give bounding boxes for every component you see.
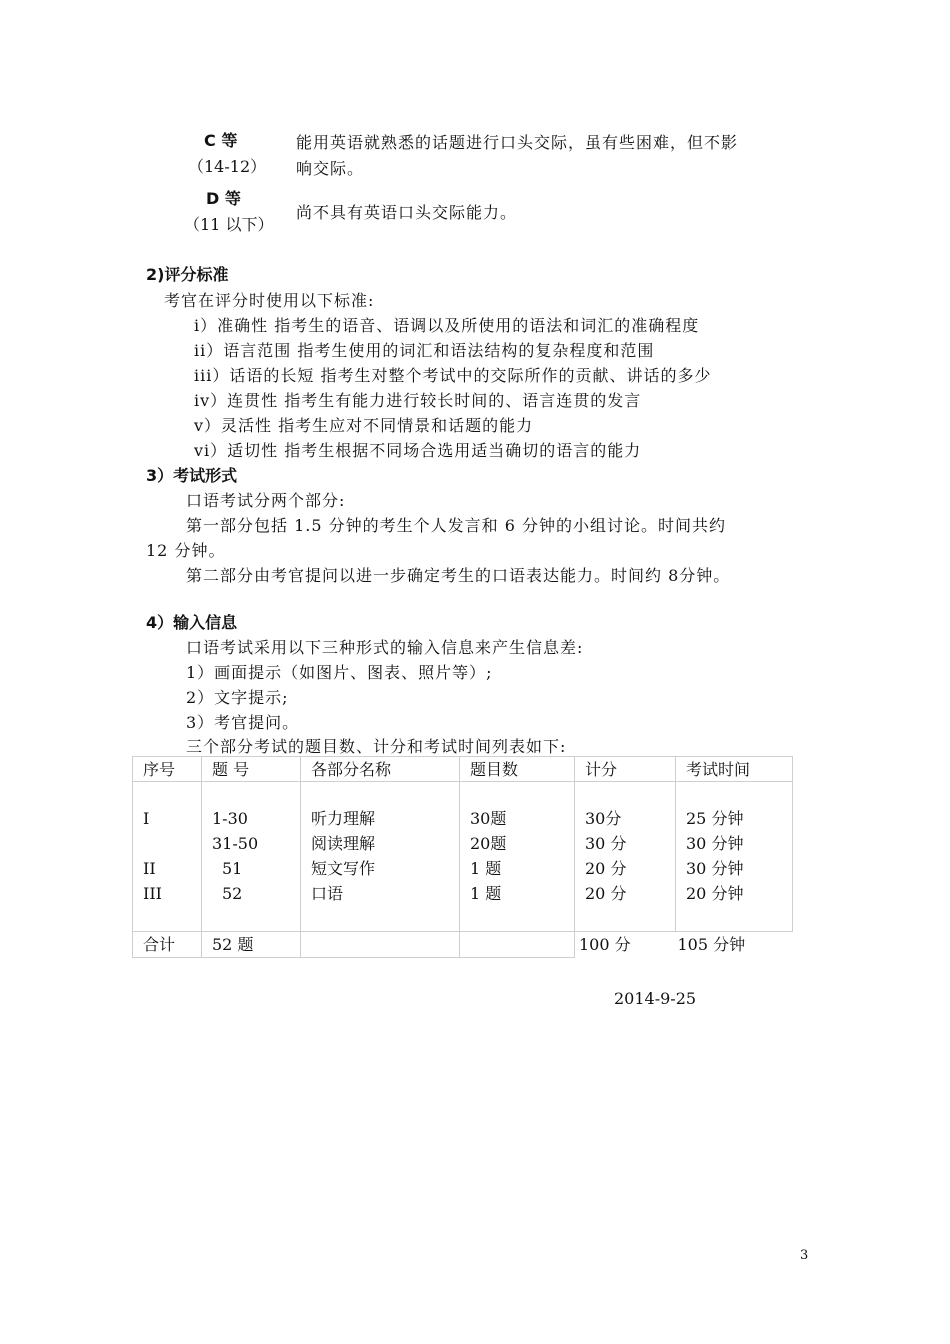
section-3-para1: 口语考试分两个部分:: [186, 491, 346, 510]
header-number: 题 号: [202, 757, 301, 782]
count-value: 20题: [470, 834, 507, 853]
count-value: 1 题: [470, 884, 502, 903]
total-label: 合计: [133, 932, 202, 958]
total-empty: [460, 932, 575, 958]
serial-value: III: [143, 884, 162, 903]
number-value: 31-50: [212, 834, 259, 853]
criterion-item: iii）话语的长短 指考生对整个考试中的交际所作的贡献、讲话的多少: [194, 366, 712, 385]
count-value: 1 题: [470, 859, 502, 878]
input-item: 3）考官提问。: [186, 713, 300, 732]
page-number: 3: [800, 1248, 809, 1263]
name-value: 短文写作: [311, 859, 376, 878]
exam-table: [132, 756, 793, 958]
header-serial: 序号: [133, 757, 202, 782]
header-count: 题目数: [460, 757, 575, 782]
time-value: 20 分钟: [686, 884, 744, 903]
cell-counts: [460, 782, 575, 932]
criterion-item: iv）连贯性 指考生有能力进行较长时间的、语言连贯的发言: [194, 391, 642, 410]
cell-serial: [133, 782, 202, 932]
total-time: 105 分钟: [677, 935, 746, 954]
section-2-title: 2)评分标准: [146, 265, 229, 284]
score-value: 30分: [585, 809, 622, 828]
cell-numbers: [202, 782, 301, 932]
total-count: 52 题: [202, 932, 301, 958]
score-value: 20 分: [585, 884, 627, 903]
number-value: 1-30: [212, 809, 248, 828]
input-item: 2）文字提示;: [186, 688, 289, 707]
criterion-item: v）灵活性 指考生应对不同情景和话题的能力: [194, 416, 534, 435]
time-value: 30 分钟: [686, 834, 744, 853]
section-3-para2-line2: 12 分钟。: [146, 541, 226, 560]
criterion-item: ii）语言范围 指考生使用的词汇和语法结构的复杂程度和范围: [194, 341, 655, 360]
cell-times: [676, 782, 793, 932]
score-value: 30 分: [585, 834, 627, 853]
criterion-item: i）准确性 指考生的语音、语调以及所使用的语法和词汇的准确程度: [194, 316, 700, 335]
input-item: 1）画面提示（如图片、图表、照片等）;: [186, 663, 493, 682]
grade-d-desc: 尚不具有英语口头交际能力。: [296, 203, 518, 222]
section-4-title: 4）输入信息: [146, 613, 238, 632]
section-4-para1: 口语考试采用以下三种形式的输入信息来产生信息差:: [186, 638, 584, 657]
table-row: [133, 782, 793, 932]
header-section-name: 各部分名称: [301, 757, 460, 782]
total-score: 100 分: [579, 935, 631, 954]
time-value: 25 分钟: [686, 809, 744, 828]
number-value: 51: [222, 859, 243, 878]
serial-value: [143, 831, 201, 856]
number-value: 52: [222, 884, 243, 903]
name-value: 口语: [311, 884, 344, 903]
serial-value: II: [143, 859, 156, 878]
cell-scores: [575, 782, 676, 932]
header-time: 考试时间: [676, 757, 793, 782]
grade-c-desc-line1: 能用英语就熟悉的话题进行口头交际，虽有些困难，但不影: [296, 133, 739, 152]
table-total-row: [133, 932, 793, 958]
grade-d-letter: D 等: [206, 189, 241, 208]
time-value: 30 分钟: [686, 859, 744, 878]
serial-value: I: [143, 809, 150, 828]
grade-c-letter: C 等: [204, 131, 238, 150]
grade-c-range: （14-12）: [188, 157, 267, 176]
header-score: 计分: [575, 757, 676, 782]
document-date: 2014-9-25: [614, 989, 697, 1008]
section-2-intro: 考官在评分时使用以下标准:: [164, 291, 375, 310]
grade-d-range: （11 以下）: [184, 215, 274, 234]
name-value: 听力理解: [311, 809, 376, 828]
name-value: 阅读理解: [311, 834, 376, 853]
criterion-item: vi）适切性 指考生根据不同场合选用适当确切的语言的能力: [194, 441, 642, 460]
grade-c-desc-line2: 响交际。: [296, 159, 365, 178]
section-3-title: 3）考试形式: [146, 466, 238, 485]
count-value: 30题: [470, 809, 507, 828]
section-3-para3: 第二部分由考官提问以进一步确定考生的口语表达能力。时间约 8分钟。: [186, 566, 731, 585]
cell-names: [301, 782, 460, 932]
table-header-row: [133, 757, 793, 782]
table-intro: 三个部分考试的题目数、计分和考试时间列表如下:: [186, 737, 567, 756]
score-value: 20 分: [585, 859, 627, 878]
section-3-para2-line1: 第一部分包括 1.5 分钟的考生个人发言和 6 分钟的小组讨论。时间共约: [186, 516, 726, 535]
total-empty: [301, 932, 460, 958]
